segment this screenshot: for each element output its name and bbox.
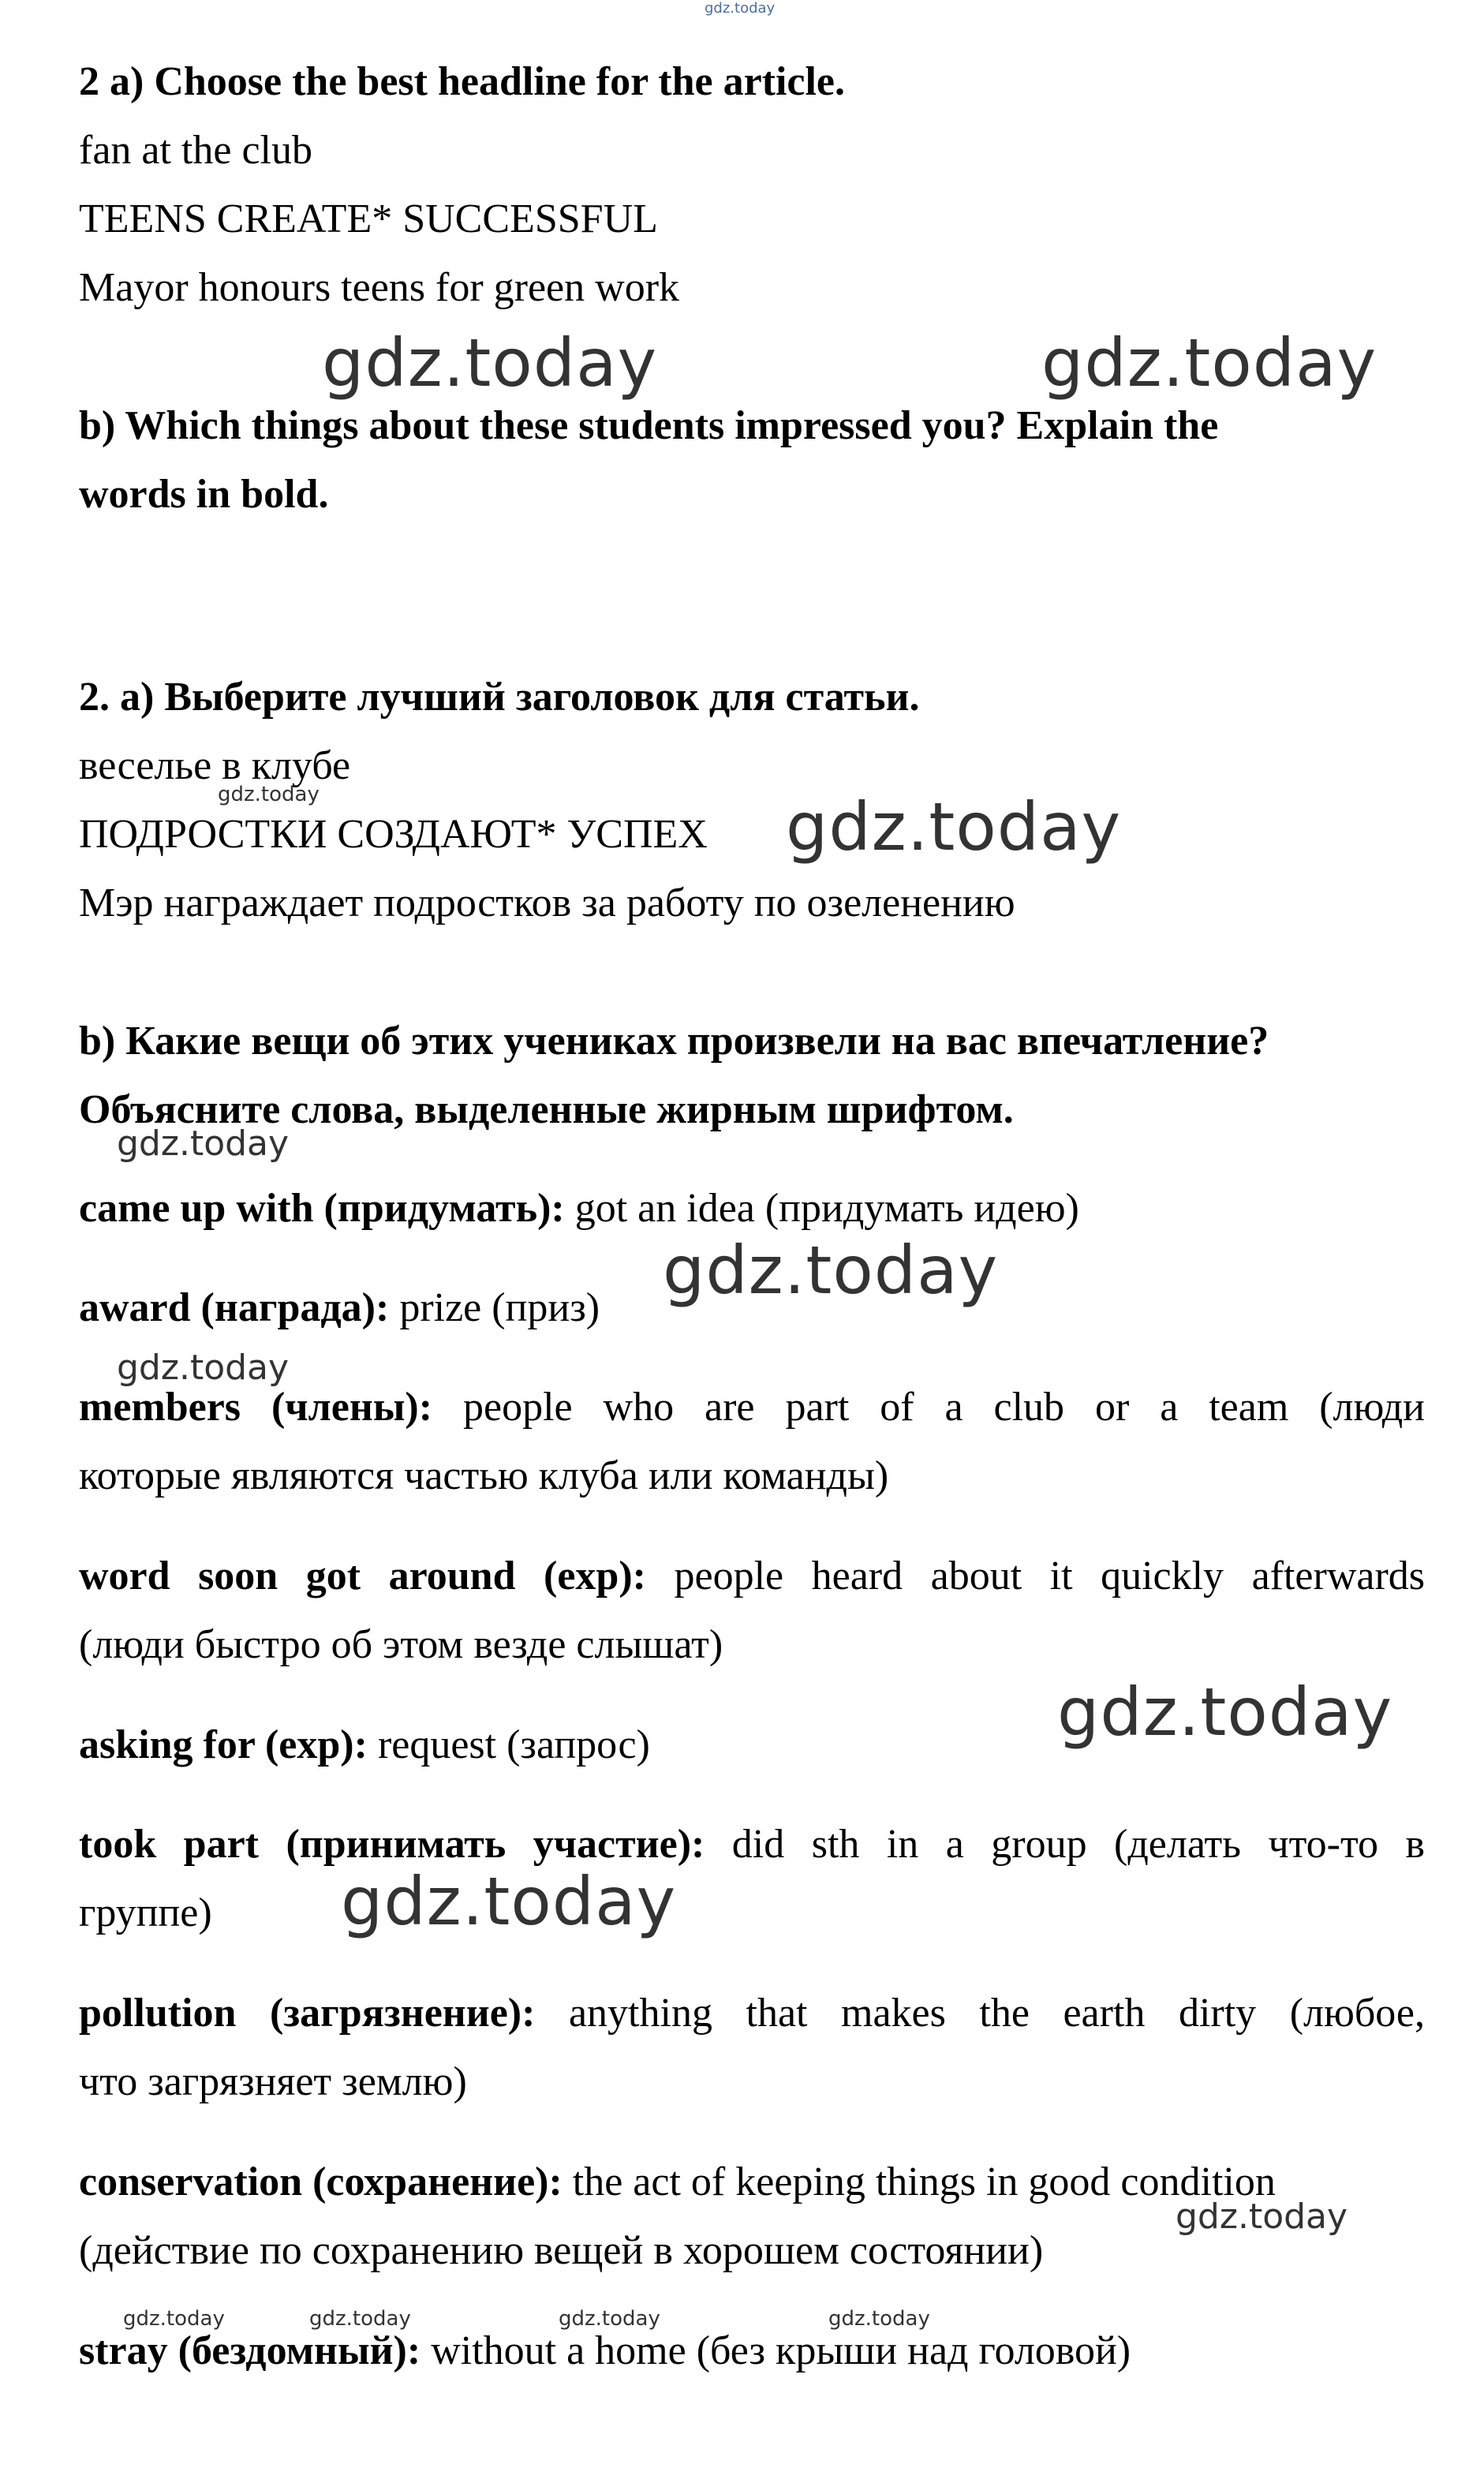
glossary-entry-5 (79, 1720, 650, 1770)
glossary-entry-9 (79, 2326, 1131, 2376)
glossary-entry-4-line1 (79, 1551, 1425, 1602)
glossary-entry-1 (79, 1183, 1079, 1234)
english-headline-option-1: fan at the club (79, 128, 312, 173)
glossary-entry-7-line1 (79, 1988, 1425, 2039)
watermark: gdz.today (786, 788, 1122, 866)
glossary-term: award (награда): (79, 1285, 390, 1330)
english-headline-option-3: Mayor honours teens for green work (79, 265, 680, 310)
glossary-term: came up with (придумать): (79, 1186, 565, 1231)
glossary-definition: the act of keeping things in good condition (562, 2159, 1276, 2204)
glossary-entry-3-line1 (79, 1382, 1425, 1433)
glossary-entry-4-line2: (люди быстро об этом везде слышат) (79, 1622, 723, 1667)
english-q2b-title-line2: words in bold. (79, 472, 329, 517)
glossary-definition: people who are part of a club or a team (люди (432, 1385, 1425, 1430)
watermark: gdz.today (117, 1124, 290, 1164)
glossary-definition: request (запрос) (367, 1722, 650, 1767)
russian-headline-option-3: Мэр награждает подростков за работу по озеленению (79, 881, 1015, 925)
watermark: gdz.today (1041, 324, 1377, 402)
watermark: gdz.today (322, 324, 658, 402)
glossary-definition: got an idea (придумать идею) (564, 1186, 1079, 1231)
english-q2b-title-line1: b) Which things about these students impressed you? Explain the (79, 403, 1219, 448)
watermark: gdz.today (828, 2307, 930, 2331)
watermark: gdz.today (117, 1348, 290, 1388)
watermark: gdz.today (559, 2307, 660, 2331)
glossary-definition: anything that makes the earth dirty (любое, (535, 1991, 1425, 2036)
glossary-definition: people heard about it quickly afterwards (645, 1554, 1426, 1598)
glossary-term: members (члены): (79, 1385, 433, 1430)
watermark: gdz.today (1057, 1673, 1393, 1751)
glossary-entry-6-line2: группе) (79, 1890, 212, 1935)
glossary-definition: did sth in a group (делать что-то в (705, 1822, 1425, 1867)
russian-q2b-title-line1: b) Какие вещи об этих учениках произвели на вас впечатление? (79, 1019, 1269, 1064)
russian-q2b-title-line2: Объясните слова, выделенные жирным шрифтом. (79, 1087, 1014, 1132)
glossary-term: stray (бездомный): (79, 2328, 421, 2373)
russian-headline-option-2: ПОДРОСТКИ СОЗДАЮТ* УСПЕХ (79, 812, 708, 857)
glossary-definition: without a home (без крыши над головой) (421, 2328, 1131, 2373)
glossary-term: asking for (exp): (79, 1722, 368, 1767)
watermark: gdz.today (218, 783, 320, 806)
glossary-term: took part (принимать участие): (79, 1822, 705, 1867)
glossary-entry-7-line2: что загрязняет землю) (79, 2059, 467, 2104)
glossary-entry-2 (79, 1283, 600, 1333)
glossary-term: pollution (загрязнение): (79, 1991, 536, 2036)
watermark: gdz.today (309, 2307, 411, 2331)
glossary-entry-6-line1 (79, 1819, 1425, 1870)
watermark: gdz.today (123, 2307, 225, 2331)
glossary-definition: prize (приз) (389, 1285, 600, 1330)
english-q2a-title: 2 a) Choose the best headline for the article. (79, 59, 846, 104)
glossary-term: word soon got around (exp): (79, 1554, 646, 1598)
glossary-term: conservation (сохранение): (79, 2159, 563, 2204)
english-headline-option-2: TEENS CREATE* SUCCESSFUL (79, 196, 658, 241)
glossary-entry-3-line2: которые являются частью клуба или команды) (79, 1453, 889, 1498)
watermark-top: gdz.today (705, 0, 776, 17)
glossary-entry-8-line1 (79, 2157, 1276, 2208)
watermark: gdz.today (663, 1232, 999, 1309)
russian-q2a-title: 2. a) Выберите лучший заголовок для статьи. (79, 675, 920, 720)
glossary-entry-8-line2: (действие по сохранению вещей в хорошем состоянии) (79, 2228, 1044, 2273)
watermark: gdz.today (1176, 2197, 1348, 2237)
russian-headline-option-1: веселье в клубе (79, 743, 351, 788)
watermark: gdz.today (341, 1863, 677, 1940)
